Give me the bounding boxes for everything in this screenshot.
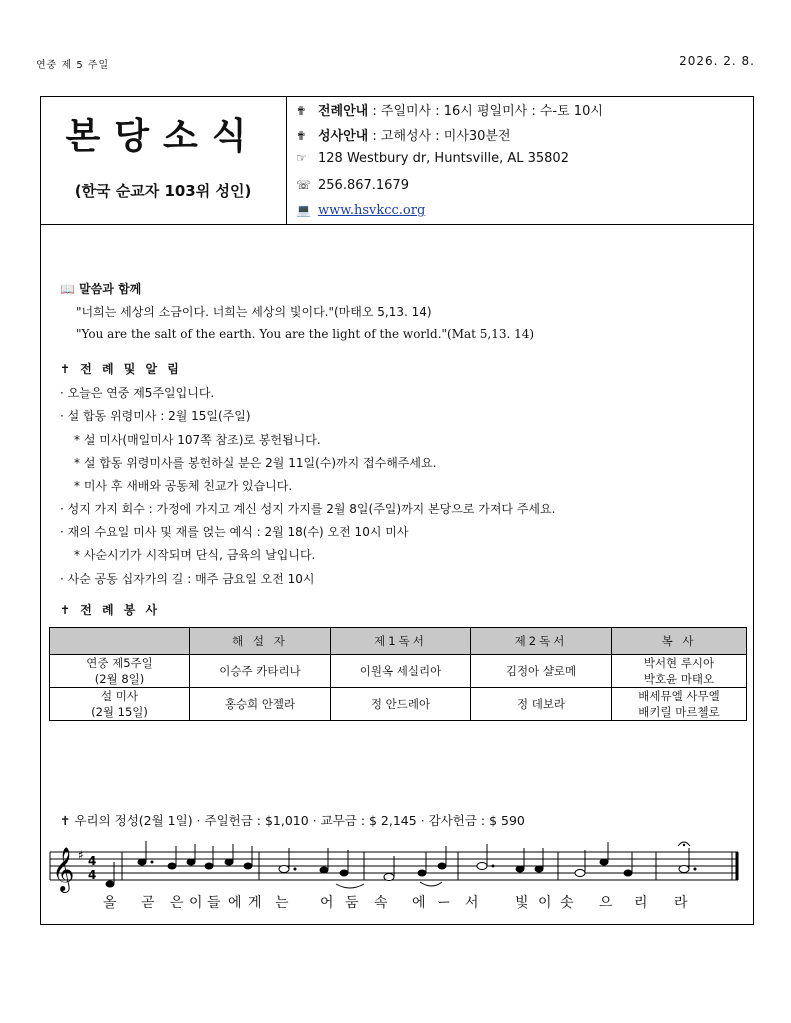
lyric-syllable: 으 — [599, 895, 614, 911]
page-title: 본당소식 — [65, 116, 261, 157]
lyric-syllable: 는 — [275, 895, 290, 911]
announcement-line: * 미사 후 새배와 공동체 친교가 있습니다. — [74, 479, 293, 493]
reading2-cell: 김정아 샬로메 — [471, 655, 612, 688]
lyrics-row — [0, 892, 791, 912]
lyric-syllable: 이 — [538, 895, 553, 911]
half-note — [477, 863, 487, 870]
table-row — [50, 688, 747, 721]
tie-icon — [420, 882, 442, 886]
altar-server: 배세뮤엘 사무엘 — [638, 689, 720, 703]
altar-server: 박호윤 마태오 — [643, 672, 715, 686]
announcement-line: · 오늘은 연중 제5주일입니다. — [60, 386, 215, 400]
week-label: 연중 제 5 주일 — [36, 60, 110, 71]
lyric-syllable: 들 — [207, 895, 222, 911]
lyric-syllable: 에 — [228, 895, 243, 911]
service-heading: ✝ 전 례 봉 사 — [60, 603, 161, 617]
note — [624, 870, 632, 876]
verse-korean: "너희는 세상의 소금이다. 너희는 세상의 빛이다."(마태오 5,13. 14) — [76, 305, 432, 319]
half-note — [679, 866, 689, 873]
lyric-syllable: 이 — [189, 895, 204, 911]
verse-english: "You are the salt of the earth. You are the light of the world."(Mat 5,13. 14) — [76, 327, 535, 341]
note — [168, 863, 176, 869]
note — [438, 863, 446, 869]
half-note — [279, 866, 289, 873]
info-label: 성사안내 — [318, 129, 369, 144]
announcement-line: · 사순 공동 십자가의 길 : 매주 금요일 오전 10시 — [60, 572, 315, 586]
note — [187, 859, 195, 865]
altar-cell — [612, 655, 747, 688]
info-sacrament — [296, 125, 511, 144]
info-website — [296, 203, 425, 218]
day-cell — [50, 688, 190, 721]
info-liturgy — [296, 100, 603, 119]
lyric-syllable: 올 — [103, 895, 118, 911]
lyric-syllable: 곧 — [141, 895, 156, 911]
slur-icon — [336, 884, 364, 888]
info-text: 128 Westbury dr, Huntsville, AL 35802 — [318, 151, 569, 166]
lyric-syllable: 어 — [320, 895, 335, 911]
sharp-icon: ♯ — [78, 848, 84, 862]
note — [340, 870, 348, 876]
day-date: (2월 8일) — [94, 672, 145, 686]
lyric-syllable: ー — [437, 895, 452, 911]
lyric-syllable: 은 — [170, 895, 185, 911]
telephone-icon: ☏ — [296, 178, 312, 192]
lyric-syllable: 게 — [248, 895, 263, 911]
announcement-line: · 설 합동 위령미사 : 2월 15일(주일) — [60, 409, 251, 423]
header-divider — [40, 224, 754, 225]
day-name: 연중 제5주일 — [86, 656, 153, 670]
info-phone — [296, 178, 409, 193]
note — [244, 863, 252, 869]
announcement-line: * 설 미사(매일미사 107쪽 참조)로 봉헌됩니다. — [74, 433, 321, 447]
column-header: 제2독서 — [471, 628, 612, 655]
info-text: : 주일미사 : 16시 평일미사 : 수-토 10시 — [372, 104, 603, 119]
altar-server: 박서현 루시아 — [643, 656, 715, 670]
website-link[interactable]: www.hsvkcc.org — [318, 203, 426, 218]
cross-icon: ✟ — [296, 104, 307, 118]
lyric-syllable: 리 — [634, 895, 649, 911]
announcement-line: · 재의 수요일 미사 및 재를 얹는 예식 : 2월 18(수) 오전 10시 미사 — [60, 525, 409, 539]
page-subtitle: (한국 순교자 103위 성인) — [74, 182, 252, 200]
reading1-cell: 정 안드레아 — [331, 688, 471, 721]
offering-line: ✝ 우리의 정성(2월 1일) · 주일헌금 : $1,010 · 교무금 : $ 2,145 · 감사헌금 : $ 590 — [60, 813, 525, 828]
announcement-line: * 설 합동 위령미사를 봉헌하실 분은 2월 11일(수)까지 접수해주세요. — [74, 456, 437, 470]
column-header: 복 사 — [612, 628, 747, 655]
announcement-line: * 사순시기가 시작되며 단식, 금육의 날입니다. — [74, 548, 316, 562]
day-date: (2월 15일) — [91, 705, 148, 719]
half-note — [384, 874, 394, 881]
note — [138, 859, 146, 865]
note — [535, 866, 543, 872]
table-header-row — [50, 628, 747, 655]
day-cell — [50, 655, 190, 688]
reading1-cell: 이원옥 세실리아 — [331, 655, 471, 688]
table-row — [50, 655, 747, 688]
commentator-cell: 홍승희 안젤라 — [190, 688, 331, 721]
note — [516, 866, 524, 872]
lyric-syllable: 라 — [674, 895, 689, 911]
day-name: 설 미사 — [101, 689, 138, 703]
note — [106, 881, 114, 887]
treble-clef-icon: 𝄞 — [52, 847, 75, 891]
computer-icon: 💻 — [296, 203, 311, 217]
lyric-syllable: 둠 — [345, 895, 360, 911]
info-label: 전례안내 — [318, 104, 369, 119]
pointing-hand-icon: ☞ — [296, 151, 307, 165]
note — [225, 859, 233, 865]
column-header: 해 설 자 — [190, 628, 331, 655]
commentator-cell: 이승주 카타리나 — [190, 655, 331, 688]
lyric-syllable: 빛 — [515, 895, 530, 911]
announcements-heading: ✝ 전 례 및 알 림 — [60, 362, 182, 376]
column-header — [50, 628, 190, 655]
lyric-syllable: 속 — [374, 895, 389, 911]
note — [205, 863, 213, 869]
info-text: 256.867.1679 — [318, 178, 409, 193]
note — [600, 859, 608, 865]
bulletin-date: 2026. 2. 8. — [679, 54, 755, 68]
announcement-line: · 성지 가지 회수 : 가정에 가지고 계신 성지 가지를 2월 8일(주일)까지 본당으로 가져다 주세요. — [60, 502, 556, 516]
column-header: 제1독서 — [331, 628, 471, 655]
reading2-cell: 정 데보라 — [471, 688, 612, 721]
altar-cell — [612, 688, 747, 721]
service-table — [49, 627, 747, 721]
info-address — [296, 151, 569, 166]
note — [418, 870, 426, 876]
time-signature-bottom: 4 — [88, 868, 97, 882]
lyric-syllable: 서 — [465, 895, 480, 911]
altar-server: 배키릴 마르첼로 — [638, 705, 720, 719]
note — [320, 867, 328, 873]
fermata-dot-icon — [683, 844, 685, 846]
lyric-syllable: 에 — [412, 895, 427, 911]
header-vertical-divider — [286, 96, 287, 225]
time-signature-top: 4 — [88, 854, 97, 868]
lyric-syllable: 솟 — [560, 895, 575, 911]
info-text: : 고해성사 : 미사30분전 — [372, 129, 511, 144]
cross-icon: ✟ — [296, 129, 307, 143]
half-note — [575, 870, 585, 877]
word-heading: 📖 말씀과 함께 — [60, 282, 142, 296]
